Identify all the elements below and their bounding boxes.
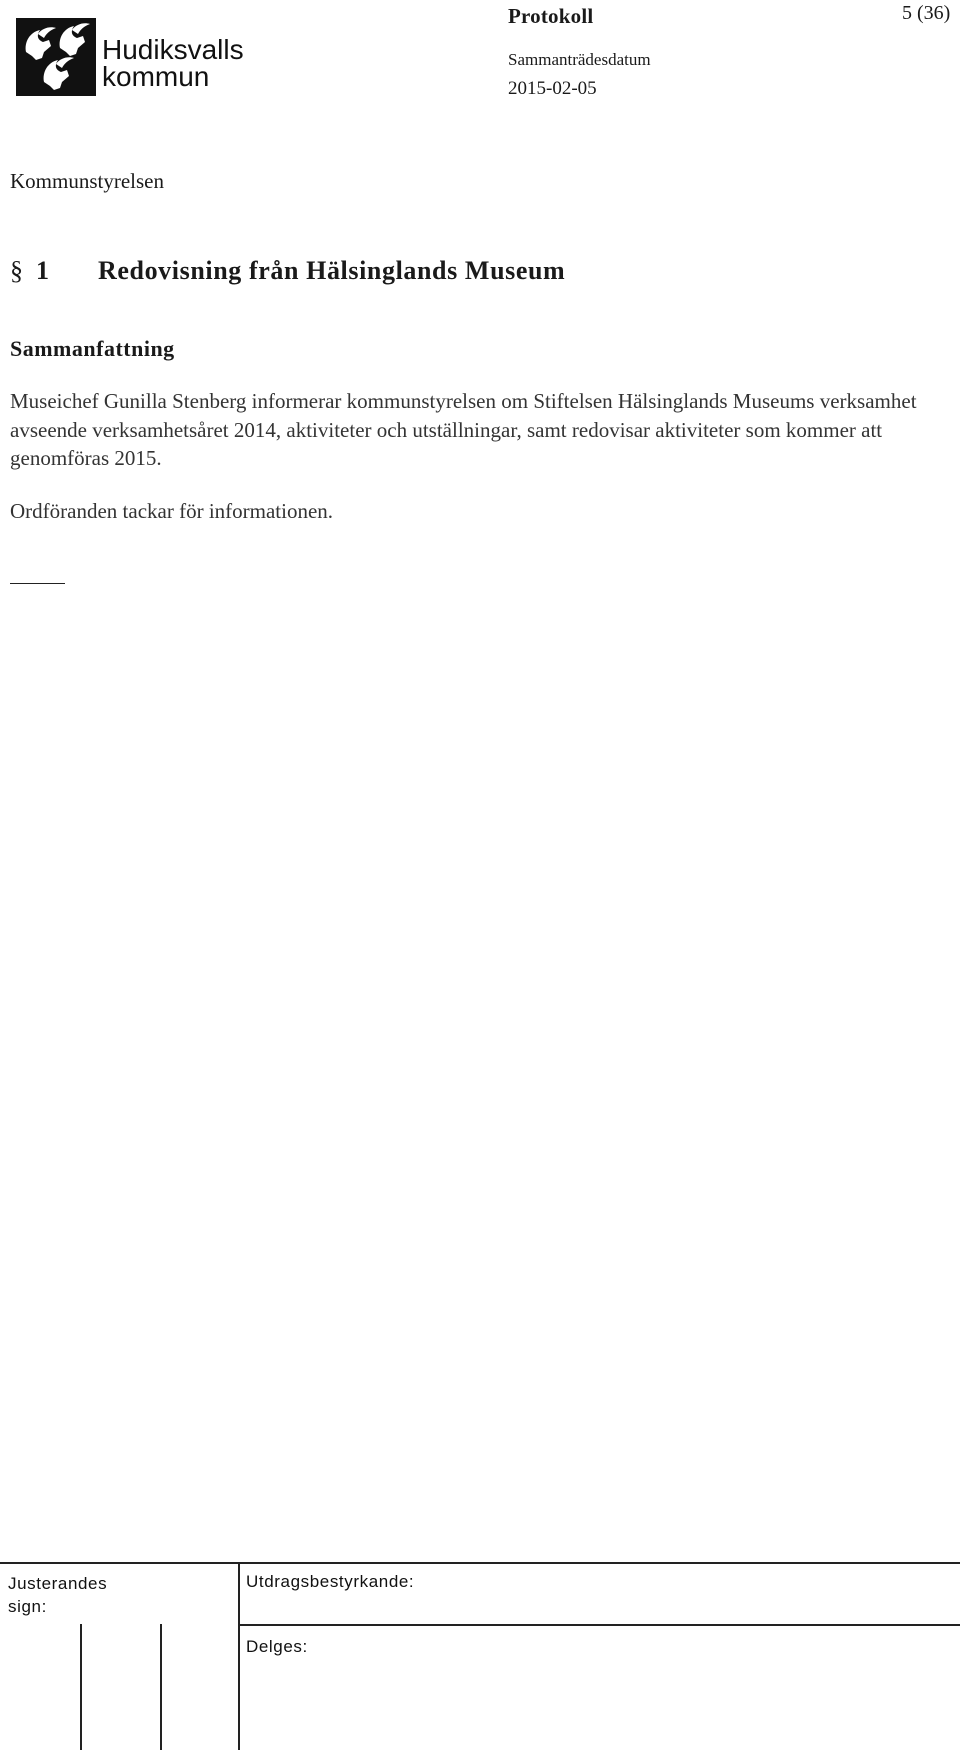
document-type: Protokoll — [508, 4, 594, 28]
goat-emblem-icon — [16, 18, 96, 96]
organization-name: Kommunstyrelsen — [10, 169, 164, 193]
utdragsbestyrkande-label: Utdragsbestyrkande: — [246, 1572, 415, 1591]
end-separator — [10, 583, 65, 584]
footer-middle-rule — [238, 1624, 960, 1626]
delges-label: Delges: — [246, 1637, 308, 1656]
summary-paragraph-2: Ordföranden tackar för informationen. — [10, 498, 334, 523]
meeting-date: 2015-02-05 — [508, 78, 597, 99]
signature-box-divider-3 — [238, 1624, 240, 1750]
summary-body — [10, 387, 950, 549]
section-heading — [10, 256, 565, 286]
logo-line-2: kommun — [102, 61, 210, 92]
logo-line-1: Hudiksvalls — [102, 34, 244, 65]
signature-box-divider-1 — [80, 1624, 82, 1750]
footer-divider-vertical — [238, 1562, 240, 1624]
section-symbol: § — [10, 256, 24, 285]
summary-heading: Sammanfattning — [10, 336, 175, 361]
summary-paragraph-1: Museichef Gunilla Stenberg informerar kommunstyrelsen om Stiftelsen Hälsinglands Museums verksamhet avseende verksamhetsåret 2014, aktiviteter och utställningar, samt redovisar aktiviteter som kommer att genomföras 2015. — [10, 389, 917, 470]
justerandes-sign-label: Justerandes sign: — [8, 1574, 108, 1616]
section-number: 1 — [36, 256, 50, 285]
section-title: Redovisning från Hälsinglands Museum — [98, 256, 566, 285]
signature-footer — [0, 1562, 960, 1750]
hudiksvalls-logo — [16, 18, 256, 96]
footer-top-rule — [0, 1562, 960, 1564]
signature-box-divider-2 — [160, 1624, 162, 1750]
meeting-date-label: Sammanträdesdatum — [508, 50, 651, 69]
page-number: 5 (36) — [902, 2, 951, 24]
logo-wordmark — [102, 36, 262, 90]
